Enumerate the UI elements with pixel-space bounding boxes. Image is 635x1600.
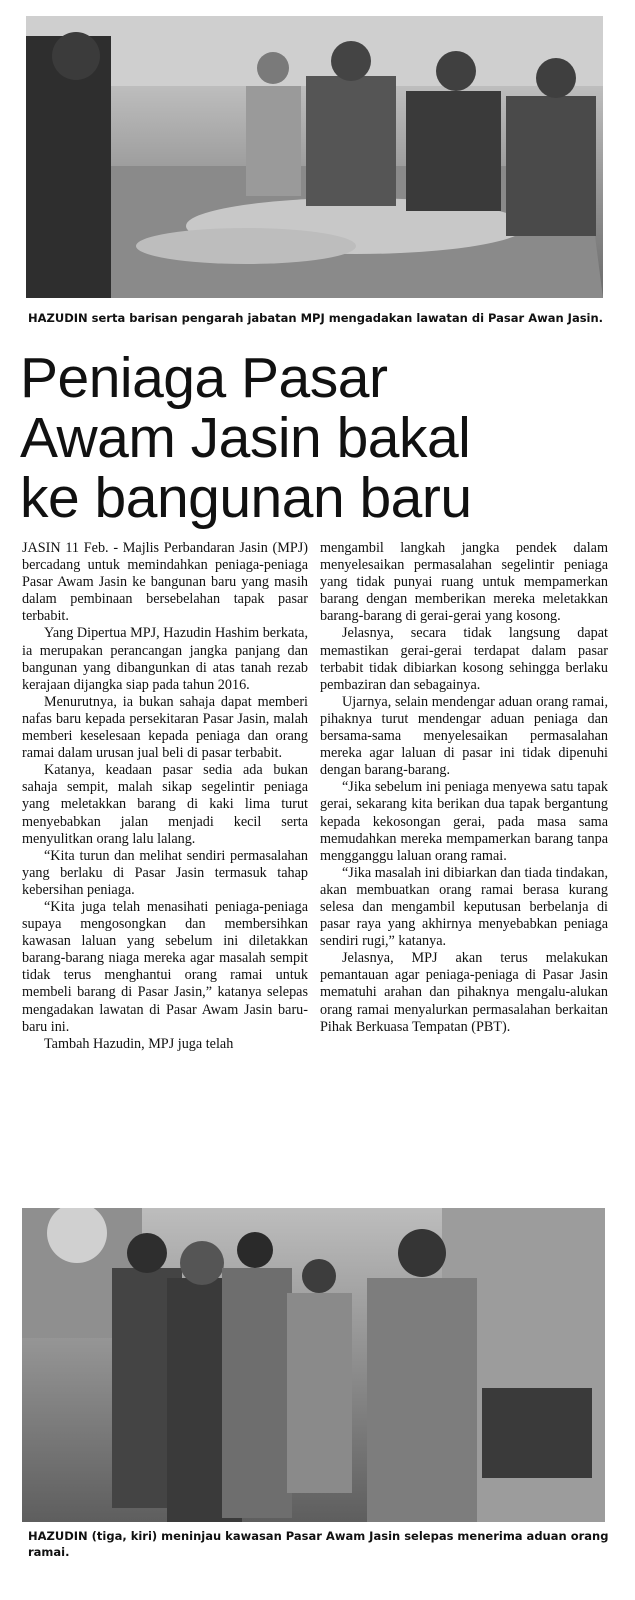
paragraph: Katanya, keadaan pasar sedia ada bukan sahaja sempit, malah sikap segelintir peniaga yang meletakkan barang di kaki lima turut menyebabkan jalan menjadi kecil serta menyulitkan orang lalu lalang. [22, 762, 308, 847]
paragraph: mengambil langkah jangka pendek dalam menyelesaikan permasalahan segelintir peniaga yang tidak punyai ruang untuk mempamerkan barang dengan memberikan mereka meletakkan barang-barang di gerai-gerai yang kosong. [320, 540, 608, 625]
paragraph: JASIN 11 Feb. - Majlis Perbandaran Jasin (MPJ) bercadang untuk memindahkan peniaga-peniaga Pasar Awam Jasin ke bangunan baru yang masih dalam pembinaan bersebelahan tapak pasar terbabit. [22, 540, 308, 625]
headline-line-3: ke bangunan baru [20, 466, 472, 530]
bottom-photo-caption: HAZUDIN (tiga, kiri) meninjau kawasan Pasar Awam Jasin selepas menerima aduan orang ramai. [28, 1529, 609, 1559]
top-photo-caption: HAZUDIN serta barisan pengarah jabatan MPJ mengadakan lawatan di Pasar Awan Jasin. [28, 311, 604, 325]
paragraph: “Jika sebelum ini peniaga menyewa satu tapak gerai, sekarang kita berikan dua tapak bergantung kepada kekosongan gerai, pada masa sama memudahkan mereka mempamerkan barang tanpa mengganggu laluan orang ramai. [320, 779, 608, 864]
article-column-2 [320, 540, 608, 1036]
top-photo [26, 16, 603, 298]
paragraph: “Jika masalah ini dibiarkan dan tiada tindakan, akan membuatkan orang ramai berasa kurang selesa dan mengambil keputusan berbelanja di pasar raya yang akhirnya menyebabkan peniaga sendiri rugi,” katanya. [320, 864, 608, 950]
headline-line-2: Awam Jasin bakal [20, 406, 471, 470]
bottom-photo [22, 1208, 605, 1522]
paragraph: “Kita juga telah menasihati peniaga-peniaga supaya mengosongkan dan membersihkan kawasan laluan yang sebelum ini diletakkan barang-barang niaga mereka agar masalah sempit tidak terus menghantui orang ramai untuk membeli barang di Pasar Jasin,” katanya selepas mengadakan lawatan di Pasar Awam Jasin baru-baru ini. [22, 898, 308, 1035]
market-visit-photo-illustration [26, 16, 603, 298]
paragraph: Menurutnya, ia bukan sahaja dapat memberi nafas baru kepada persekitaran Pasar Jasin, malah memberi keselesaan kepada peniaga dan orang ramai dalam urusan jual beli di pasar terbabit. [22, 693, 308, 762]
paragraph: Jelasnya, MPJ akan terus melakukan pemantauan agar peniaga-peniaga di Pasar Jasin mematuhi arahan dan pihaknya mengalu-alukan orang ramai menyalurkan permasalahan berkaitan Pihak Berkuasa Tempatan (PBT). [320, 950, 608, 1035]
article-column-1 [22, 540, 308, 1053]
paragraph: Yang Dipertua MPJ, Hazudin Hashim berkata, ia merupakan perancangan jangka panjang dan bangunan yang dibangunkan di atas tanah rezab kerajaan dijangka siap pada tahun 2016. [22, 625, 308, 693]
paragraph: Ujarnya, selain mendengar aduan orang ramai, pihaknya turut mendengar aduan peniaga dan bersama-sama menyelesaikan permasalahan mereka agar laluan di pasar ini tidak dipenuhi dengan barang-barang. [320, 693, 608, 779]
headline-line-1: Peniaga Pasar [20, 346, 388, 410]
paragraph: Jelasnya, secara tidak langsung dapat memastikan gerai-gerai terdapat dalam pasar terbabit tidak dibiarkan kosong sehingga berlaku pembaziran dan sebagainya. [320, 625, 608, 693]
market-inspection-photo-illustration [22, 1208, 605, 1522]
paragraph: Tambah Hazudin, MPJ juga telah [44, 1035, 234, 1052]
paragraph: “Kita turun dan melihat sendiri permasalahan yang berlaku di Pasar Jasin termasuk tahap kebersihan peniaga. [22, 847, 308, 898]
headline [20, 348, 620, 528]
